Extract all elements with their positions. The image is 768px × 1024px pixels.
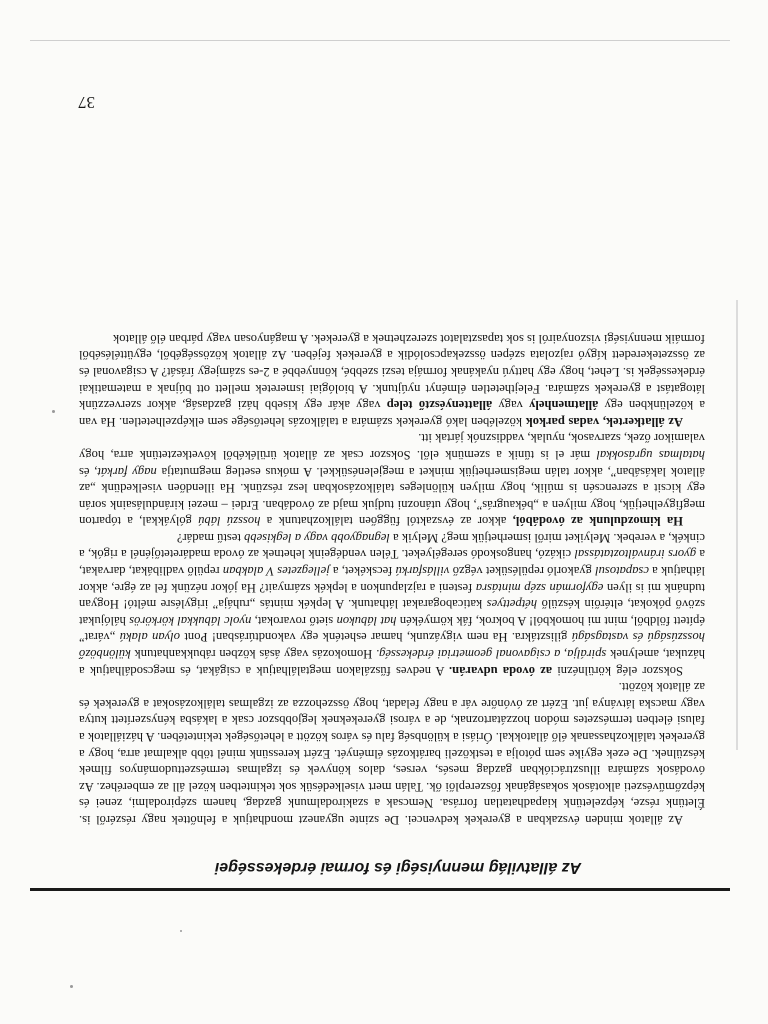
text-run: akkor az évszaktól függően találkozhatunk a bbox=[260, 514, 513, 529]
text-run: , és bbox=[78, 464, 98, 479]
italic-text: spirálja, a csigavonal geometriai érdekesség. bbox=[375, 647, 607, 662]
italic-text: nagy farkát bbox=[97, 464, 157, 479]
page-number: 37 bbox=[78, 93, 95, 112]
italic-text: nyolc lábukkal körkörös bbox=[129, 613, 252, 628]
italic-text: csapatosul bbox=[595, 564, 649, 579]
body-paragraph bbox=[79, 330, 705, 430]
italic-text: villásfarkú bbox=[395, 564, 450, 579]
text-run: Sokszor elég körülnézni bbox=[552, 663, 683, 678]
text-run: cikázó, hangoskodó seregélyeket. Télen vendégeink lehetnek az óvoda madáretetőjénél a rigók, a cinkék, a verebek. Melyiket miről ismerhetjük meg? Melyik a bbox=[79, 530, 705, 562]
bold-text: Ha kimozdulunk az óvodából, bbox=[512, 514, 683, 529]
text-run: testű madár? bbox=[176, 530, 245, 545]
italic-text: hosszú lábú bbox=[198, 514, 261, 529]
italic-text: egyformán szép mintásra bbox=[475, 580, 604, 595]
body-paragraph bbox=[79, 529, 705, 678]
text-run: Homokozás vagy ásás közben rábukkanhatunk bbox=[130, 647, 376, 662]
italic-text: hatalmas ugrásokkal bbox=[596, 447, 705, 462]
text-run: katicabogarakat láthatunk. A lepkék mintás „ruhája” irigylésre méltó! Hogyan tudnánk mi is ilyen bbox=[79, 580, 705, 612]
text-run: siető rovarokat, bbox=[251, 613, 337, 628]
text-run: festeni a rajzlapunkon a lepkék szárnyait? Ha jókor nézünk fel az égre, akkor láthatjuk a bbox=[78, 564, 705, 595]
text-run: hálójukat szövő pókokat, eltérőin készülő bbox=[79, 597, 705, 628]
text-run: már el is tűnik a szemünk elől. Sokszor csak az állatok ürülékéből következtetünk arra, hogy valamikor őzek, szarvasok, nyulak, vaddisznók jártak itt. bbox=[79, 431, 705, 462]
text-run: Az állatok minden évszakban a gyerekek kedvencei. De szinte ugyanezt mondhatjuk a felnőttek nagy részéről is. Életünk része, képzeletünk kiapadhatatlan forrása. Nemcsak a szakirodalmunk gazdag, hanem szépirodalmi, zenei és képzőművészeti alkotások sokaságának főszereplői ők. Talán mert viselkedésük sok tekintetben közel áll az emberéhez. Az óvodások számára illusztrációkban gazdag mesés, verses, dalos könyvek és izgalmas természettudományos filmek készülnek. De ezek egyike sem pótolja a testközeli barátkozás élményét. Ezért keressünk minél több alkalmat arra, hogy a gyerekek találkozhassanak élő állatokkal. Óriási a különbség falu és város között a lehetőségek tekintetében. A háziállatok a falusi életben természetes módon hozzátartoznak, de a városi gyerekeknek legjobbszor csak a lakásba kényszerített kutya vagy macska látványa jut. Ezért az óvónőre vár a nagy feladat, hogy összehozza az izgalmas találkozásokat a gyerekek és az állatok között. bbox=[79, 680, 705, 827]
text-run: gilisztákra. Ha nem vigyázunk, hamar esheténk egy vakondtúrásban! Pont bbox=[180, 630, 572, 645]
text-column bbox=[79, 330, 705, 828]
page-title: Az állatvilág mennyiségi és formai érdekességei bbox=[214, 859, 582, 876]
body-paragraph bbox=[79, 679, 705, 828]
italic-text: különböző hosszúságú és vastagságú bbox=[78, 630, 705, 662]
bold-text: állattenyésztő telep bbox=[386, 398, 493, 413]
text-run: „várat” épített földből, mint mi homokból! A bokrok, fák környékén bbox=[79, 613, 705, 645]
text-run: repülő vadlibákat, darvakat, a bbox=[79, 547, 705, 579]
bold-text: Az állatkertek, vadas parkok bbox=[525, 414, 683, 429]
italic-text: gyors iránváltoztatással bbox=[574, 547, 697, 562]
text-run: gólyákkal, a tóparton megfigyelhetjük, hogy milyen a „békaugrás”, hogy utánozni tudjuk majd az óvodában. Erdei – mezei kirándulásaink során egy kicsit a szerencsén is múlik, hogy milyen különleges találkozásokban lesz részünk. Ha illendően viselkedünk „az állatok lakásában”, akkor talán megismerhetjük minket a megjelenésükkel. A mókus esetleg megmutatja bbox=[79, 464, 705, 529]
italic-text: olyan alakú bbox=[119, 630, 181, 645]
italic-text: hétpettyes bbox=[486, 597, 538, 612]
text-run: közelében lakó gyerekek számára a találkozás lehetősége sem elképzelhetetlen. Ha van a közelünkben egy bbox=[79, 398, 705, 429]
bold-text: állatmenhely bbox=[529, 398, 599, 413]
text-run: vagy akár egy kisebb házi gazdaság, akkor szervezzünk látogatást a gyerekek számára. Felejthetetlen élményt nyújtunk. A biológiai ismeretek mellett ott bújnak a matematikai érdekességek is. Lehet, hogy egy hattyú nyakának formája teszi szebbé, könnyebbé a 2-es számjegy írását? A csigavonal és az összetekeredett kígyó rajzolata szépen összekapcsolódik a gyerekek fejében. Az állatok közösségéből, együttéléséből formáik mennyiségi viszonyairól is sok tapasztalatot szerezhetnek a gyerekek. A magányosan vagy párban élő állatok bbox=[79, 331, 705, 413]
text-run: fecskéket, a bbox=[329, 564, 396, 579]
text-run: gyakorló repülésüket végző bbox=[449, 564, 596, 579]
italic-text: hat lábukon bbox=[336, 613, 397, 628]
text-run: vagy bbox=[492, 398, 530, 413]
italic-text: legnagyobb vagy a legkisebb bbox=[244, 530, 390, 545]
bold-text: az óvoda udvarán. bbox=[449, 663, 553, 678]
body-paragraph bbox=[79, 430, 705, 530]
italic-text: jellegzetes V alakban bbox=[222, 564, 330, 579]
text-run: A nedves fűszálakon megtalálhatjuk a csigákat, és megcsodálhatjuk a házukat, amelynek bbox=[79, 647, 705, 678]
